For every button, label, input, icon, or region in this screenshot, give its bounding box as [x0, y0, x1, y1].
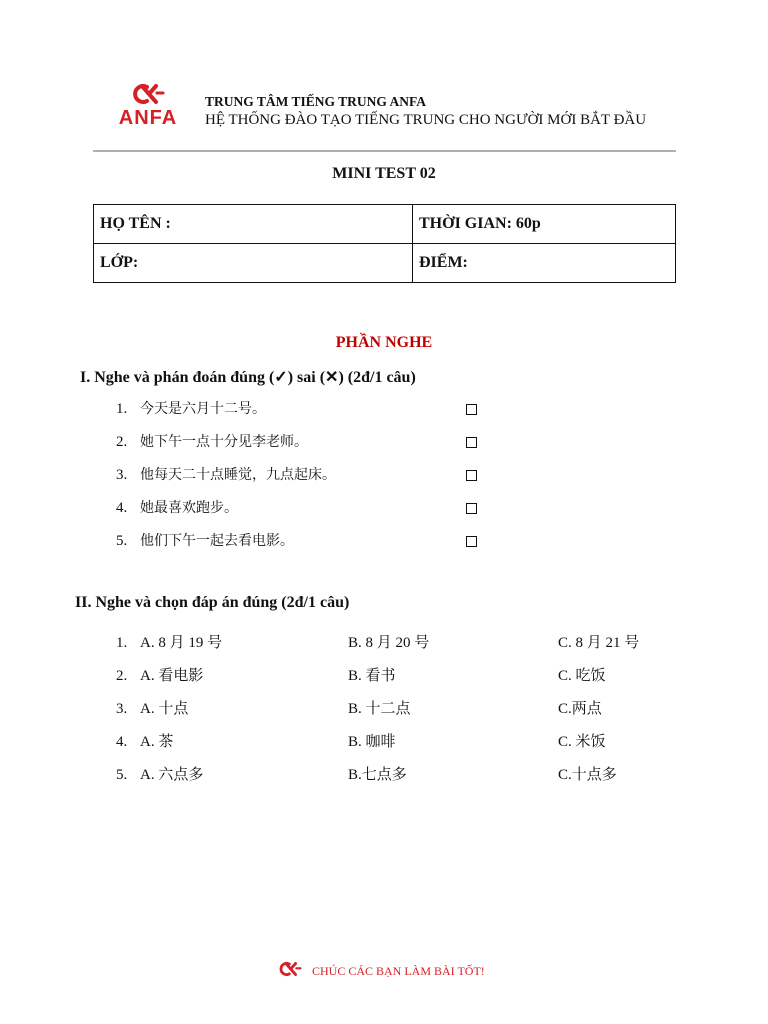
- score-field[interactable]: ĐIỂM:: [413, 244, 676, 283]
- time-field: THỜI GIAN: 60p: [413, 205, 676, 244]
- anfa-logo-mark-icon: [276, 960, 304, 978]
- logo-wordmark: ANFA: [118, 107, 178, 129]
- option-b[interactable]: B. 咖啡: [348, 734, 396, 750]
- item-number: 4.: [116, 734, 128, 750]
- footer-message: CHÚC CÁC BẠN LÀM BÀI TỐT!: [312, 964, 485, 978]
- option-a[interactable]: A. 十点: [140, 701, 189, 717]
- class-field[interactable]: LỚP:: [94, 244, 413, 283]
- option-b[interactable]: B. 看书: [348, 668, 396, 684]
- item-sentence: 她最喜欢跑步。: [140, 500, 238, 516]
- item-number: 4.: [116, 500, 128, 516]
- part1-heading: I. Nghe và phán đoán đúng (✓) sai (✕) (2đ/1 câu): [80, 369, 416, 386]
- part2-heading: II. Nghe và chọn đáp án đúng (2đ/1 câu): [75, 594, 350, 611]
- option-c[interactable]: C. 米饭: [558, 734, 606, 750]
- multiple-choice-item: [0, 764, 768, 786]
- header-divider: [93, 150, 676, 152]
- answer-checkbox[interactable]: [466, 404, 477, 415]
- item-number: 3.: [116, 701, 128, 717]
- item-sentence: 他每天二十点睡觉，九点起床。: [140, 467, 336, 483]
- answer-checkbox[interactable]: [466, 536, 477, 547]
- listening-section-title: PHẦN NGHE: [335, 334, 433, 351]
- item-number: 1.: [116, 635, 128, 651]
- option-a[interactable]: A. 六点多: [140, 767, 204, 783]
- option-c[interactable]: C. 8 月 21 号: [558, 635, 640, 651]
- option-c[interactable]: C.两点: [558, 701, 602, 717]
- test-title: MINI TEST 02: [332, 165, 436, 182]
- option-a[interactable]: A. 茶: [140, 734, 174, 750]
- true-false-item: [0, 398, 768, 420]
- true-false-item: [0, 530, 768, 552]
- item-sentence: 她下午一点十分见李老师。: [140, 434, 308, 450]
- true-false-item: [0, 497, 768, 519]
- center-name: TRUNG TÂM TIẾNG TRUNG ANFA: [205, 94, 427, 109]
- multiple-choice-item: [0, 698, 768, 720]
- option-b[interactable]: B. 十二点: [348, 701, 411, 717]
- multiple-choice-item: [0, 731, 768, 753]
- option-c[interactable]: C. 吃饭: [558, 668, 606, 684]
- item-number: 2.: [116, 668, 128, 684]
- multiple-choice-item: [0, 632, 768, 654]
- item-number: 1.: [116, 401, 128, 417]
- anfa-logo-mark-icon: [128, 82, 168, 106]
- item-sentence: 他们下午一起去看电影。: [140, 533, 294, 549]
- option-a[interactable]: A. 看电影: [140, 668, 204, 684]
- name-field[interactable]: HỌ TÊN :: [94, 205, 413, 244]
- item-number: 3.: [116, 467, 128, 483]
- answer-checkbox[interactable]: [466, 437, 477, 448]
- anfa-logo: [108, 82, 188, 130]
- true-false-item: [0, 431, 768, 453]
- item-sentence: 今天是六月十二号。: [140, 401, 266, 417]
- center-tagline: HỆ THỐNG ĐÀO TẠO TIẾNG TRUNG CHO NGƯỜI MỚI BẮT ĐẦU: [205, 112, 647, 128]
- option-a[interactable]: A. 8 月 19 号: [140, 635, 223, 651]
- item-number: 5.: [116, 767, 128, 783]
- info-row: [94, 244, 676, 283]
- option-c[interactable]: C.十点多: [558, 767, 617, 783]
- student-info-table: [93, 204, 676, 283]
- option-b[interactable]: B. 8 月 20 号: [348, 635, 430, 651]
- header-text: [205, 92, 646, 130]
- item-number: 2.: [116, 434, 128, 450]
- answer-checkbox[interactable]: [466, 470, 477, 481]
- multiple-choice-item: [0, 665, 768, 687]
- true-false-item: [0, 464, 768, 486]
- option-b[interactable]: B.七点多: [348, 767, 407, 783]
- answer-checkbox[interactable]: [466, 503, 477, 514]
- info-row: [94, 205, 676, 244]
- item-number: 5.: [116, 533, 128, 549]
